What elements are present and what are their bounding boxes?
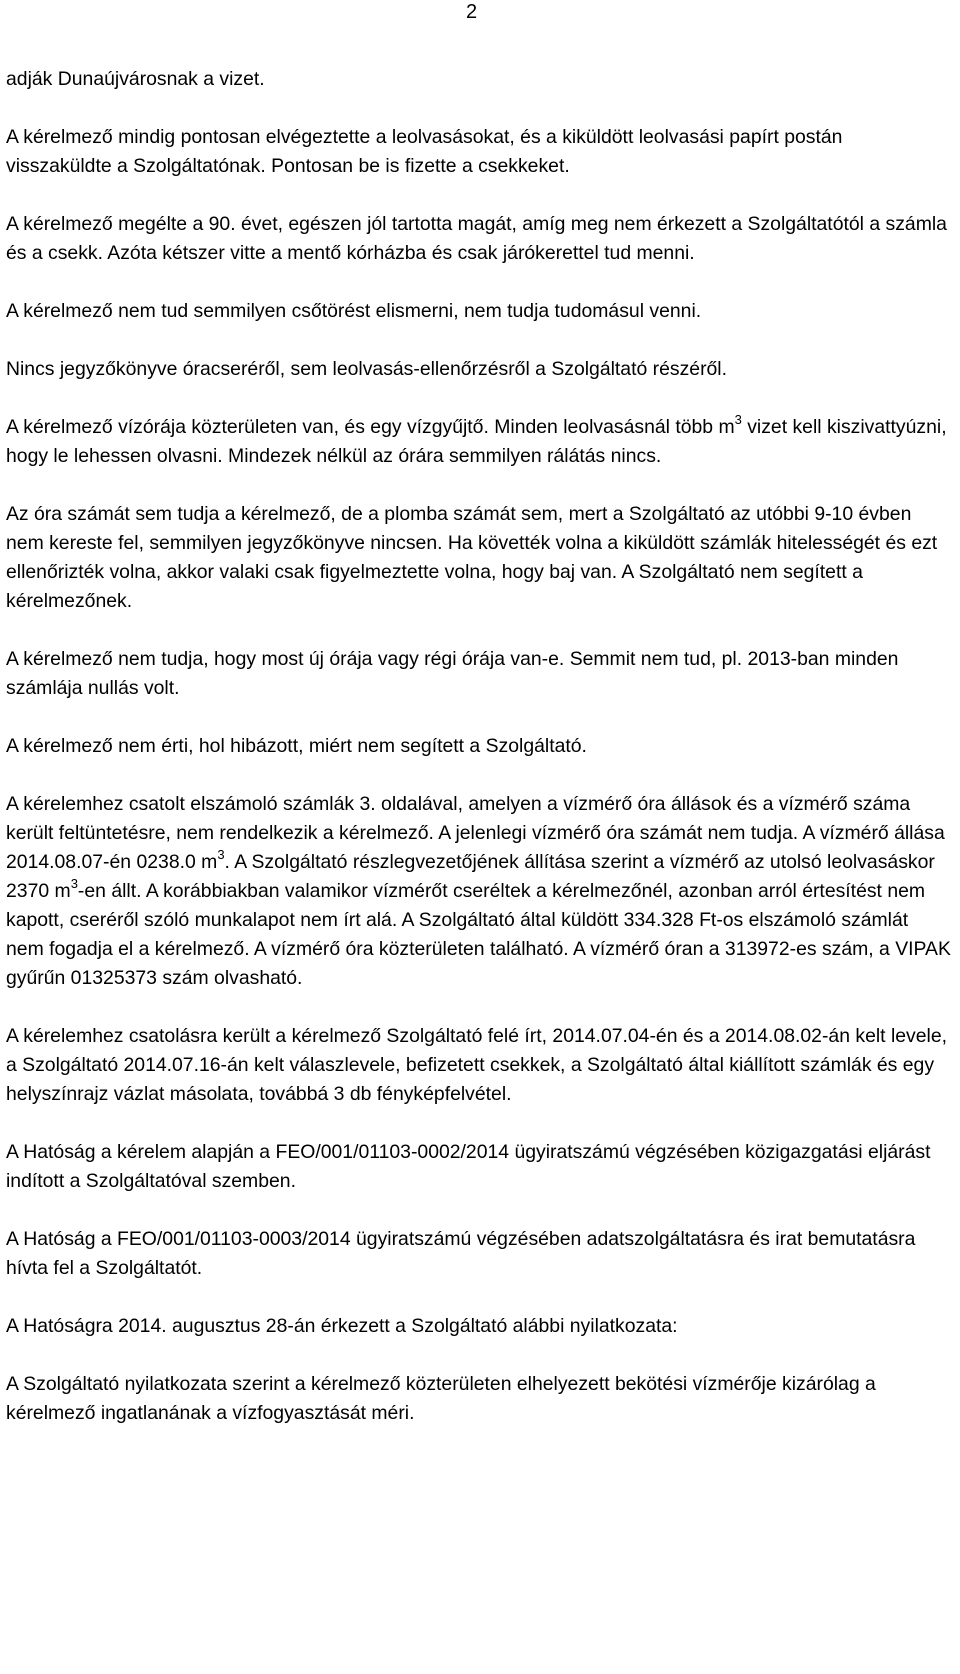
page-number: 2 [466,1,478,23]
paragraph-8: A kérelmező nem tudja, hogy most új órája vagy régi órája van-e. Semmit nem tud, pl. 2013-ban minden számlája nullás volt. [6,648,899,699]
superscript-cubic: 3 [734,411,742,427]
paragraph-6 [6,413,951,471]
paragraph-10 [6,790,951,993]
paragraph-9: A kérelmező nem érti, hol hibázott, miért nem segített a Szolgáltató. [6,735,587,757]
paragraph-3: A kérelmező megélte a 90. évet, egészen jól tartotta magát, amíg meg nem érkezett a Szolgáltatótól a számla és a csekk. Azóta kétszer vitte a mentő kórházba és csak járókerettel tud menni. [6,213,947,264]
paragraph-6-text-b: vizet kell kiszivattyúzni, hogy le lehessen olvasni. Mindezek nélkül az órára semmilyen rálátás nincs. [6,416,947,467]
paragraph-5: Nincs jegyzőkönyve óracseréről, sem leolvasás-ellenőrzésről a Szolgáltató részéről. [6,358,728,380]
paragraph-10-text-c: -en állt. A korábbiakban valamikor vízmérőt cseréltek a kérelmezőnél, azonban arról értesítést nem kapott, cseréről szóló munkalapot nem írt alá. A Szolgáltató által küldött 334.328 Ft-os elszámoló számlát nem fogadja el a kérelmező. A vízmérő óra közterületen található. A vízmérő óran a 313972-es szám, a VIPAK gyűrűn 01325373 szám olvasható. [6,880,951,989]
paragraph-13: A Hatóság a FEO/001/01103-0003/2014 ügyiratszámú végzésében adatszolgáltatásra és irat bemutatásra hívta fel a Szolgáltatót. [6,1228,916,1279]
paragraph-10-text-a: A kérelemhez csatolt elszámoló számlák 3. oldalával, amelyen a vízmérő óra állások és a vízmérő száma került feltüntetésre, nem rendelkezik a kérelmező. A jelenlegi vízmérő óra számát nem tudja. A vízmérő állása 2014.08.07-én 0238.0 m [6,793,945,873]
paragraph-14: A Hatóságra 2014. augusztus 28-án érkezett a Szolgáltató alábbi nyilatkozata: [6,1315,678,1337]
paragraph-15: A Szolgáltató nyilatkozata szerint a kérelmező közterületen elhelyezett bekötési vízmérője kizárólag a kérelmező ingatlanának a vízfogyasztását méri. [6,1373,876,1424]
paragraph-11: A kérelemhez csatolásra került a kérelmező Szolgáltató felé írt, 2014.07.04-én és a 2014.08.02-án kelt levele, a Szolgáltató 2014.07.16-án kelt válaszlevele, befizetett csekkek, a Szolgáltató által kiállított számlák és egy helyszínrajz vázlat másolata, továbbá 3 db fényképfelvétel. [6,1025,947,1105]
superscript-cubic: 3 [217,846,225,862]
paragraph-6-text-a: A kérelmező vízórája közterületen van, és egy vízgyűjtő. Minden leolvasásnál több m [6,416,735,438]
paragraph-7: Az óra számát sem tudja a kérelmező, de a plomba számát sem, mert a Szolgáltató az utóbbi 9-10 évben nem kereste fel, semmilyen jegyzőkönyve nincsen. Ha követték volna a kiküldött számlák hitelességét és ezt ellenőrizték volna, akkor valaki csak figyelmeztette volna, hogy baj van. A Szolgáltató nem segített a kérelmezőnek. [6,503,938,612]
superscript-cubic: 3 [70,875,78,891]
paragraph-10-text-b: . A Szolgáltató részlegvezetőjének állítása szerint a vízmérő az utolsó leolvasáskor 2370 m [6,851,935,902]
paragraph-1: adják Dunaújvárosnak a vizet. [6,68,265,90]
paragraph-12: A Hatóság a kérelem alapján a FEO/001/01103-0002/2014 ügyiratszámú végzésében közigazgatási eljárást indított a Szolgáltatóval szemben. [6,1141,931,1192]
paragraph-2: A kérelmező mindig pontosan elvégeztette a leolvasásokat, és a kiküldött leolvasási papírt postán visszaküldte a Szolgáltatónak. Pontosan be is fizette a csekkeket. [6,126,843,177]
document-body [6,65,951,1428]
paragraph-4: A kérelmező nem tud semmilyen csőtörést elismerni, nem tudja tudomásul venni. [6,300,702,322]
